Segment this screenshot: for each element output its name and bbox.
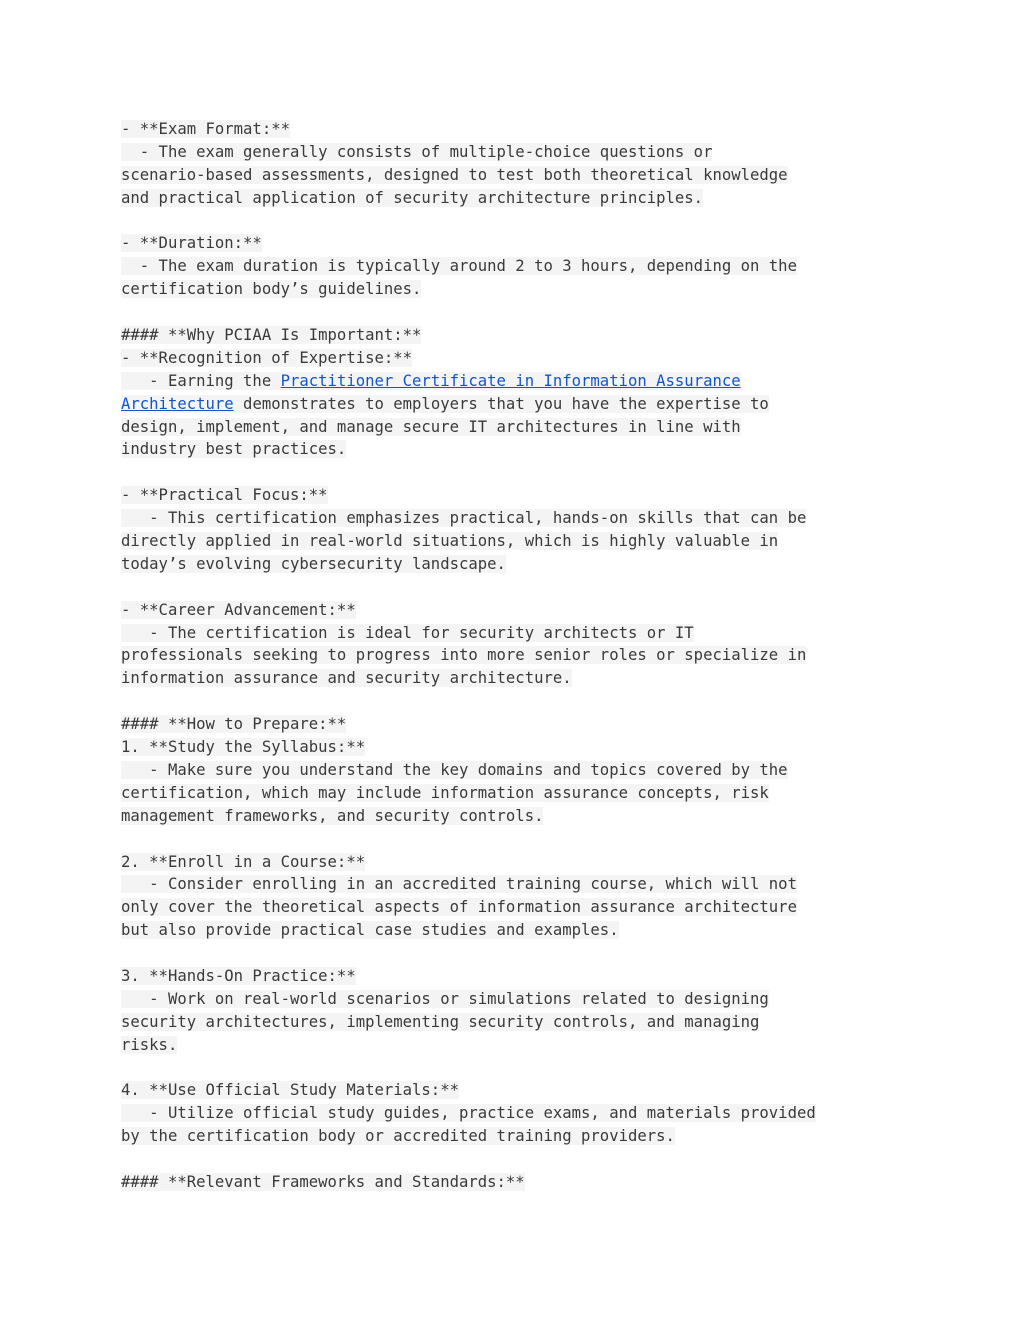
line-text: information assurance and security architecture. (121, 669, 572, 688)
line-text: scenario-based assessments, designed to test both theoretical knowledge (121, 165, 788, 184)
line-text: 3. **Hands-On Practice:** (121, 966, 356, 985)
blank-line (121, 690, 911, 713)
line-text: risks. (121, 1035, 178, 1054)
line-text: industry best practices. (121, 440, 347, 459)
text-line (121, 873, 911, 896)
text-line (121, 118, 911, 141)
text-line (121, 965, 911, 988)
text-line (121, 278, 911, 301)
blank-line (121, 942, 911, 965)
line-text: - Utilize official study guides, practice exams, and materials provided (121, 1104, 816, 1123)
text-line (121, 232, 911, 255)
text-line (121, 851, 911, 874)
line-text: 2. **Enroll in a Course:** (121, 852, 366, 871)
text-line (121, 759, 911, 782)
line-text: - **Recognition of Expertise:** (121, 348, 413, 367)
line-text: - Work on real-world scenarios or simulations related to designing (121, 989, 769, 1008)
line-text: #### **How to Prepare:** (121, 715, 347, 734)
text-line (121, 255, 911, 278)
blank-line (121, 301, 911, 324)
text-line (121, 553, 911, 576)
blank-line (121, 828, 911, 851)
text-line (121, 141, 911, 164)
text-line (121, 805, 911, 828)
text-line (121, 988, 911, 1011)
text-line (121, 896, 911, 919)
line-text: 1. **Study the Syllabus:** (121, 738, 366, 757)
line-text: only cover the theoretical aspects of information assurance architecture (121, 898, 797, 917)
certificate-link[interactable]: Architecture (121, 394, 234, 413)
text-line (121, 507, 911, 530)
text-line (121, 1125, 911, 1148)
blank-line (121, 1148, 911, 1171)
text-line (121, 530, 911, 553)
line-text: today’s evolving cybersecurity landscape. (121, 554, 506, 573)
line-text: - Make sure you understand the key domains and topics covered by the (121, 760, 788, 779)
document-body (121, 118, 911, 1194)
text-line (121, 1079, 911, 1102)
line-text: - The exam duration is typically around 2 to 3 hours, depending on the (121, 257, 797, 276)
text-line (121, 713, 911, 736)
line-text: certification body’s guidelines. (121, 280, 422, 299)
line-text: certification, which may include information assurance concepts, risk (121, 783, 769, 802)
line-text: professionals seeking to progress into more senior roles or specialize in (121, 646, 807, 665)
line-text: design, implement, and manage secure IT architectures in line with (121, 417, 741, 436)
text-line (121, 347, 911, 370)
text-line (121, 736, 911, 759)
line-text: #### **Relevant Frameworks and Standards:** (121, 1172, 525, 1191)
text-line (121, 324, 911, 347)
text-line (121, 1171, 911, 1194)
line-text: but also provide practical case studies and examples. (121, 921, 619, 940)
text-line (121, 393, 911, 416)
line-text: - **Career Advancement:** (121, 600, 356, 619)
line-text: - Consider enrolling in an accredited training course, which will not (121, 875, 797, 894)
blank-line (121, 1057, 911, 1080)
line-text: by the certification body or accredited training providers. (121, 1127, 675, 1146)
line-text: security architectures, implementing security controls, and managing (121, 1012, 760, 1031)
text-line (121, 484, 911, 507)
line-text: management frameworks, and security controls. (121, 806, 544, 825)
line-text: directly applied in real-world situations, which is highly valuable in (121, 532, 779, 551)
text-line (121, 370, 911, 393)
line-text: - The certification is ideal for security architects or IT (121, 623, 694, 642)
text-line (121, 416, 911, 439)
line-text: demonstrates to employers that you have the expertise to (233, 394, 769, 413)
text-line (121, 782, 911, 805)
text-line (121, 667, 911, 690)
certificate-link[interactable]: Practitioner Certificate in Information Assurance (280, 371, 741, 390)
line-text: #### **Why PCIAA Is Important:** (121, 326, 422, 345)
text-line (121, 599, 911, 622)
line-text: - The exam generally consists of multiple-choice questions or (121, 142, 713, 161)
text-line (121, 1102, 911, 1125)
line-text: - **Duration:** (121, 234, 262, 253)
text-line (121, 644, 911, 667)
text-line (121, 919, 911, 942)
blank-line (121, 461, 911, 484)
line-text: 4. **Use Official Study Materials:** (121, 1081, 459, 1100)
text-line (121, 438, 911, 461)
line-text: - **Exam Format:** (121, 120, 290, 138)
line-text: - **Practical Focus:** (121, 486, 328, 505)
text-line (121, 622, 911, 645)
text-line (121, 187, 911, 210)
blank-line (121, 210, 911, 233)
text-line (121, 1034, 911, 1057)
line-text: - Earning the (121, 371, 281, 390)
blank-line (121, 576, 911, 599)
line-text: - This certification emphasizes practical, hands-on skills that can be (121, 509, 807, 528)
text-line (121, 1011, 911, 1034)
text-line (121, 164, 911, 187)
line-text: and practical application of security architecture principles. (121, 188, 704, 207)
